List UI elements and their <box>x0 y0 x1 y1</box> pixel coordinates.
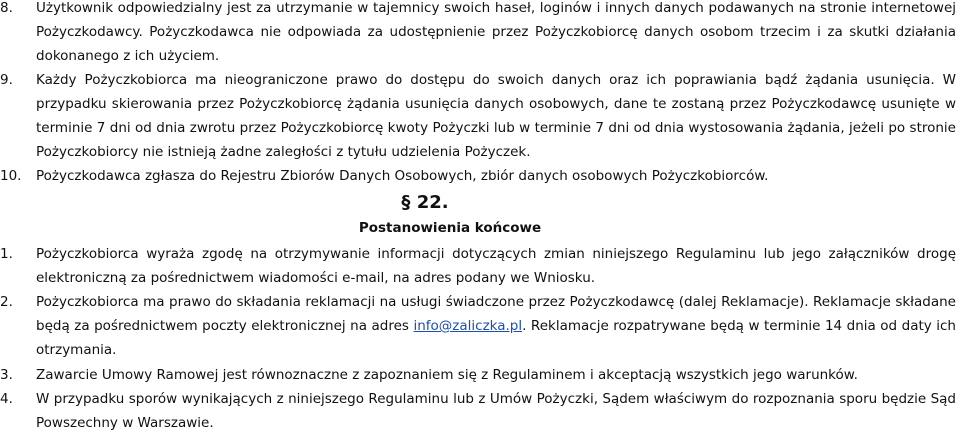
item-text: Pożyczkobiorca wyraża zgodę na otrzymywanie informacji dotyczących zmian niniejszego Regulaminu lub jego załączników drogę elektroniczną za pośrednictwem wiadomości e-mail, na adres podany we Wniosku. <box>36 246 956 286</box>
item-number: 2. <box>0 294 13 310</box>
item-number: 9. <box>0 72 13 88</box>
list-item-2 <box>0 290 956 362</box>
item-text-start: Pożyczkobiorca ma prawo do składania reklamacji na usługi świadczone przez Pożyczkodawcę (dalej Reklamacje). Reklamacje składane będą za pośrednictwem poczty elektronicznej na adres <box>36 294 956 334</box>
item-number: 3. <box>0 367 13 383</box>
item-number: 8. <box>0 0 13 16</box>
item-number: 10. <box>0 168 22 184</box>
item-text: Użytkownik odpowiedzialny jest za utrzymanie w tajemnicy swoich haseł, loginów i innych danych podawanych na stronie internetowej Pożyczkodawcy. Pożyczkodawca nie odpowiada za udostępnienie przez Pożyczkobiorcę danych osobom trzecim i za skutki działania dokonanego z ich użyciem. <box>36 0 956 64</box>
list-item-9 <box>0 68 956 164</box>
list-item-4 <box>0 387 956 435</box>
list-item-10 <box>0 164 956 188</box>
email-link[interactable]: info@zaliczka.pl <box>413 318 523 334</box>
item-text: Zawarcie Umowy Ramowej jest równoznaczne z zapoznaniem się z Regulaminem i akceptacją wszystkich jego warunków. <box>36 367 858 383</box>
item-text: Każdy Pożyczkobiorca ma nieograniczone prawo do dostępu do swoich danych oraz ich poprawiania bądź żądania usunięcia. W przypadku skierowania przez Pożyczkobiorcę żądania usunięcia danych osobowych, dane te zostaną przez Pożyczkodawcę usunięte w terminie 7 dni od dnia zwrotu przez Pożyczkobiorcę kwoty Pożyczki lub w terminie 7 dni od dnia wystosowania żądania, jeżeli po stronie Pożyczkobiorcy nie istnieją żadne zaległości z tytułu udzielenia Pożyczek. <box>36 72 956 160</box>
item-number: 4. <box>0 391 13 407</box>
item-text: W przypadku sporów wynikających z niniejszego Regulaminu lub z Umów Pożyczki, Sądem właściwym do rozpoznania sporu będzie Sąd Powszechny w Warszawie. <box>36 391 956 431</box>
list-item-3 <box>0 363 956 387</box>
section-title: Postanowienia końcowe <box>358 220 542 236</box>
item-text <box>36 290 956 362</box>
item-text-end: . Reklamacje rozpatrywane będą w terminie 14 dnia od daty ich otrzymania. <box>36 318 956 358</box>
item-number: 1. <box>0 246 13 262</box>
item-text: Pożyczkodawca zgłasza do Rejestru Zbiorów Danych Osobowych, zbiór danych osobowych Pożyczkobiorców. <box>36 168 769 184</box>
section-number: § 22. <box>401 192 449 213</box>
list-item-1 <box>0 242 956 290</box>
list-item-8 <box>0 0 956 68</box>
